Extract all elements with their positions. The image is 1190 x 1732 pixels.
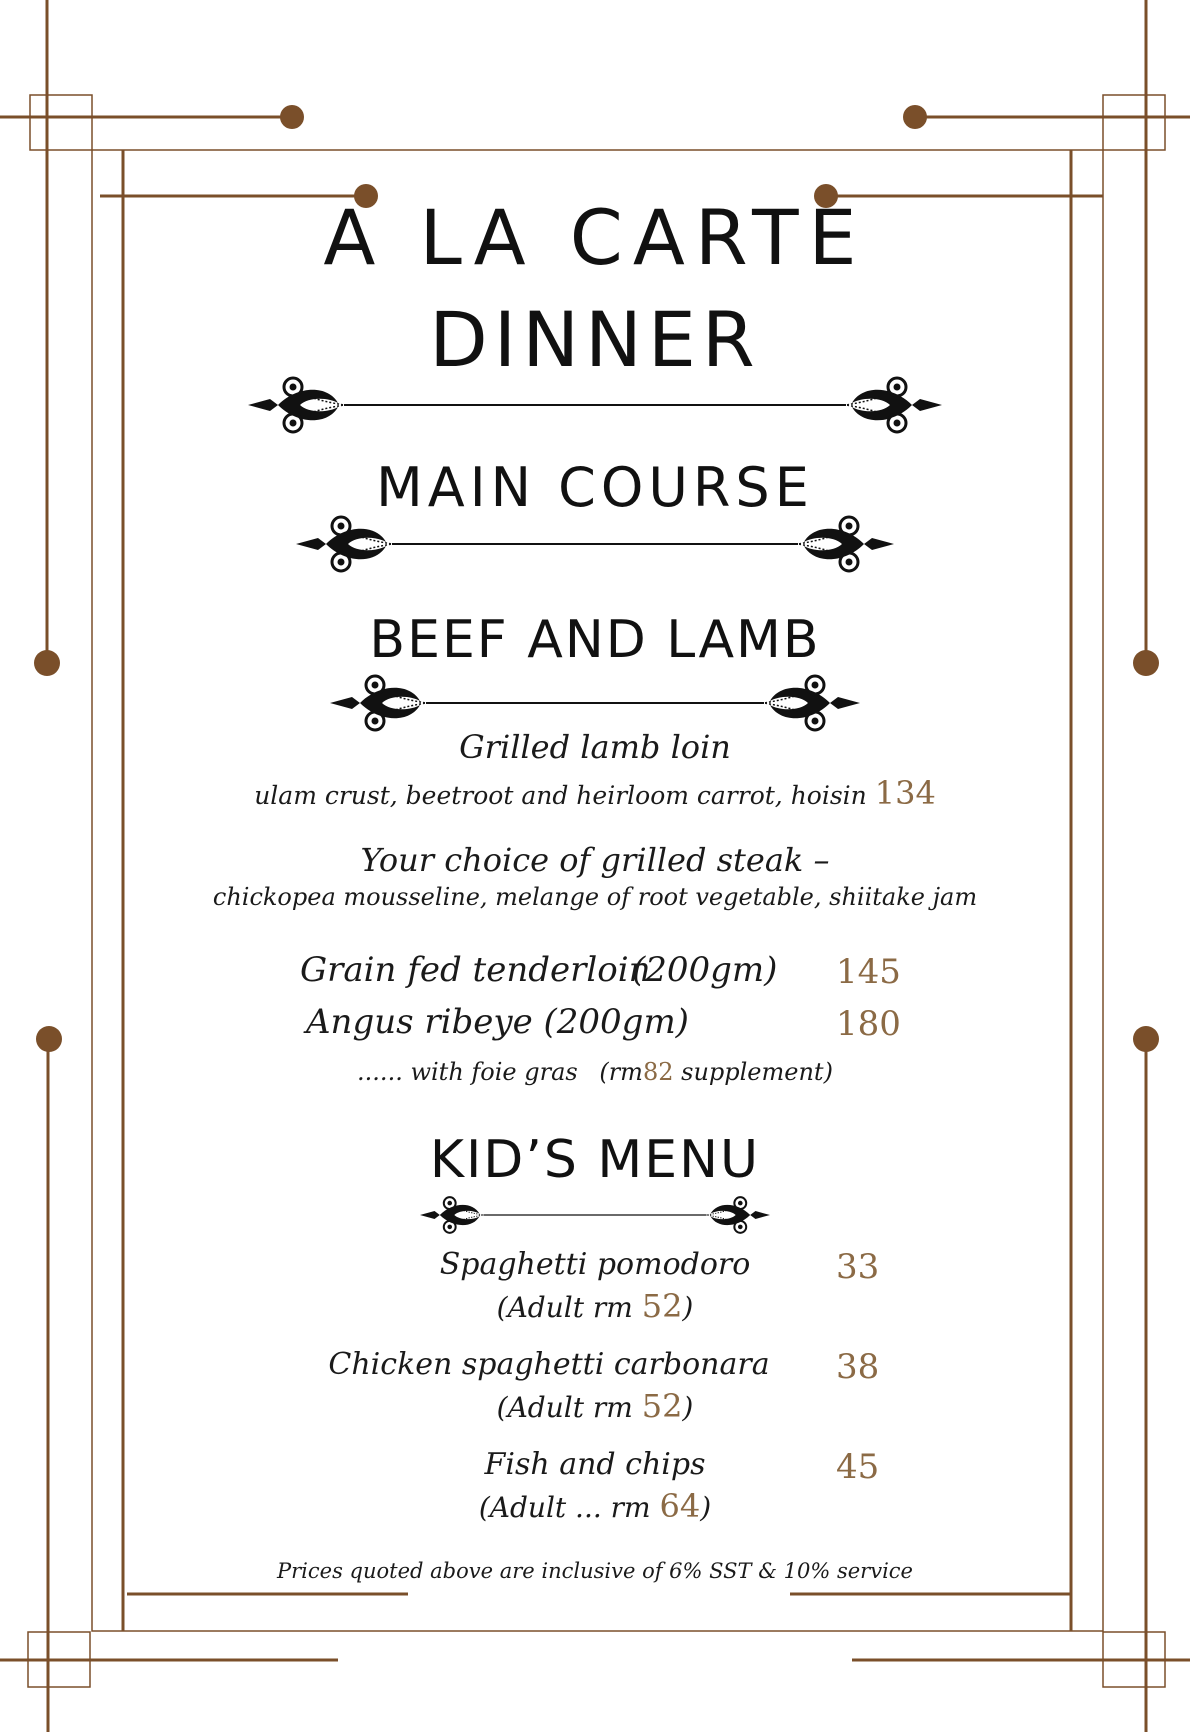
ribeye-price: 180 — [836, 1004, 901, 1044]
kids-item2-adult-price: 52 — [641, 1387, 683, 1425]
kids-item1-adult — [0, 1287, 1190, 1327]
frame-dot — [1133, 1026, 1159, 1052]
kids-item2-adult — [0, 1387, 1190, 1427]
kids-item1-adult-prefix: (Adult rm — [496, 1291, 633, 1324]
kids-item3-name: Fish and chips — [484, 1447, 706, 1482]
kids-item1-close: ) — [682, 1291, 694, 1324]
tenderloin-price: 145 — [836, 952, 901, 992]
kids-item3-adult-prefix: (Adult ... rm — [478, 1491, 651, 1524]
kids-item3-adult-price: 64 — [659, 1487, 701, 1525]
lamb-price: 134 — [874, 774, 936, 812]
kids-item2-close: ) — [682, 1391, 694, 1424]
steak-intro: Your choice of grilled steak – — [360, 841, 830, 879]
flourish-divider — [248, 375, 942, 435]
flourish-divider — [330, 673, 860, 733]
menu-title-line2: DINNER — [429, 295, 761, 384]
flourish-divider — [420, 1193, 770, 1237]
foie-gras-supplement — [0, 1055, 1190, 1089]
kids-item1-name: Spaghetti pomodoro — [439, 1247, 751, 1282]
frame-corner-box — [30, 95, 92, 150]
kids-item2-price: 38 — [836, 1347, 880, 1387]
lamb-description: ulam crust, beetroot and heirloom carrot, hoisin — [254, 781, 867, 810]
kids-item3-adult — [0, 1487, 1190, 1527]
kids-menu-heading: KID’S MENU — [429, 1130, 761, 1190]
steak-description: chickopea mousseline, melange of root vegetable, shiitake jam — [212, 883, 978, 911]
frame-corner-box — [1103, 95, 1165, 150]
foie-open: (rm — [599, 1058, 643, 1086]
kids-item1-adult-price: 52 — [641, 1287, 683, 1325]
beef-lamb-heading: BEEF AND LAMB — [369, 610, 821, 670]
frame-dot — [280, 105, 304, 129]
foie-suffix: supplement) — [681, 1058, 833, 1086]
footer-note: Prices quoted above are inclusive of 6% SST & 10% service — [277, 1559, 913, 1583]
frame-dot — [903, 105, 927, 129]
kids-item2-adult-prefix: (Adult rm — [496, 1391, 633, 1424]
frame-dot — [36, 1026, 62, 1052]
foie-prefix: ...... with foie gras — [357, 1058, 578, 1086]
foie-amount: 82 — [642, 1058, 674, 1086]
kids-item2-name: Chicken spaghetti carbonara — [328, 1347, 770, 1382]
tenderloin-name: Grain fed tenderloin — [300, 950, 651, 990]
kids-item3-price: 45 — [836, 1447, 880, 1487]
flourish-divider — [296, 514, 894, 574]
lamb-row — [0, 775, 1190, 814]
ribeye-name: Angus ribeye (200gm) — [306, 1002, 689, 1042]
menu-title-line1: A LA CARTE — [323, 193, 867, 282]
kids-item1-price: 33 — [836, 1247, 880, 1287]
kids-item3-close: ) — [700, 1491, 712, 1524]
tenderloin-weight: (200gm) — [632, 950, 778, 990]
lamb-name: Grilled lamb loin — [459, 728, 731, 766]
section-title: MAIN COURSE — [376, 456, 814, 519]
